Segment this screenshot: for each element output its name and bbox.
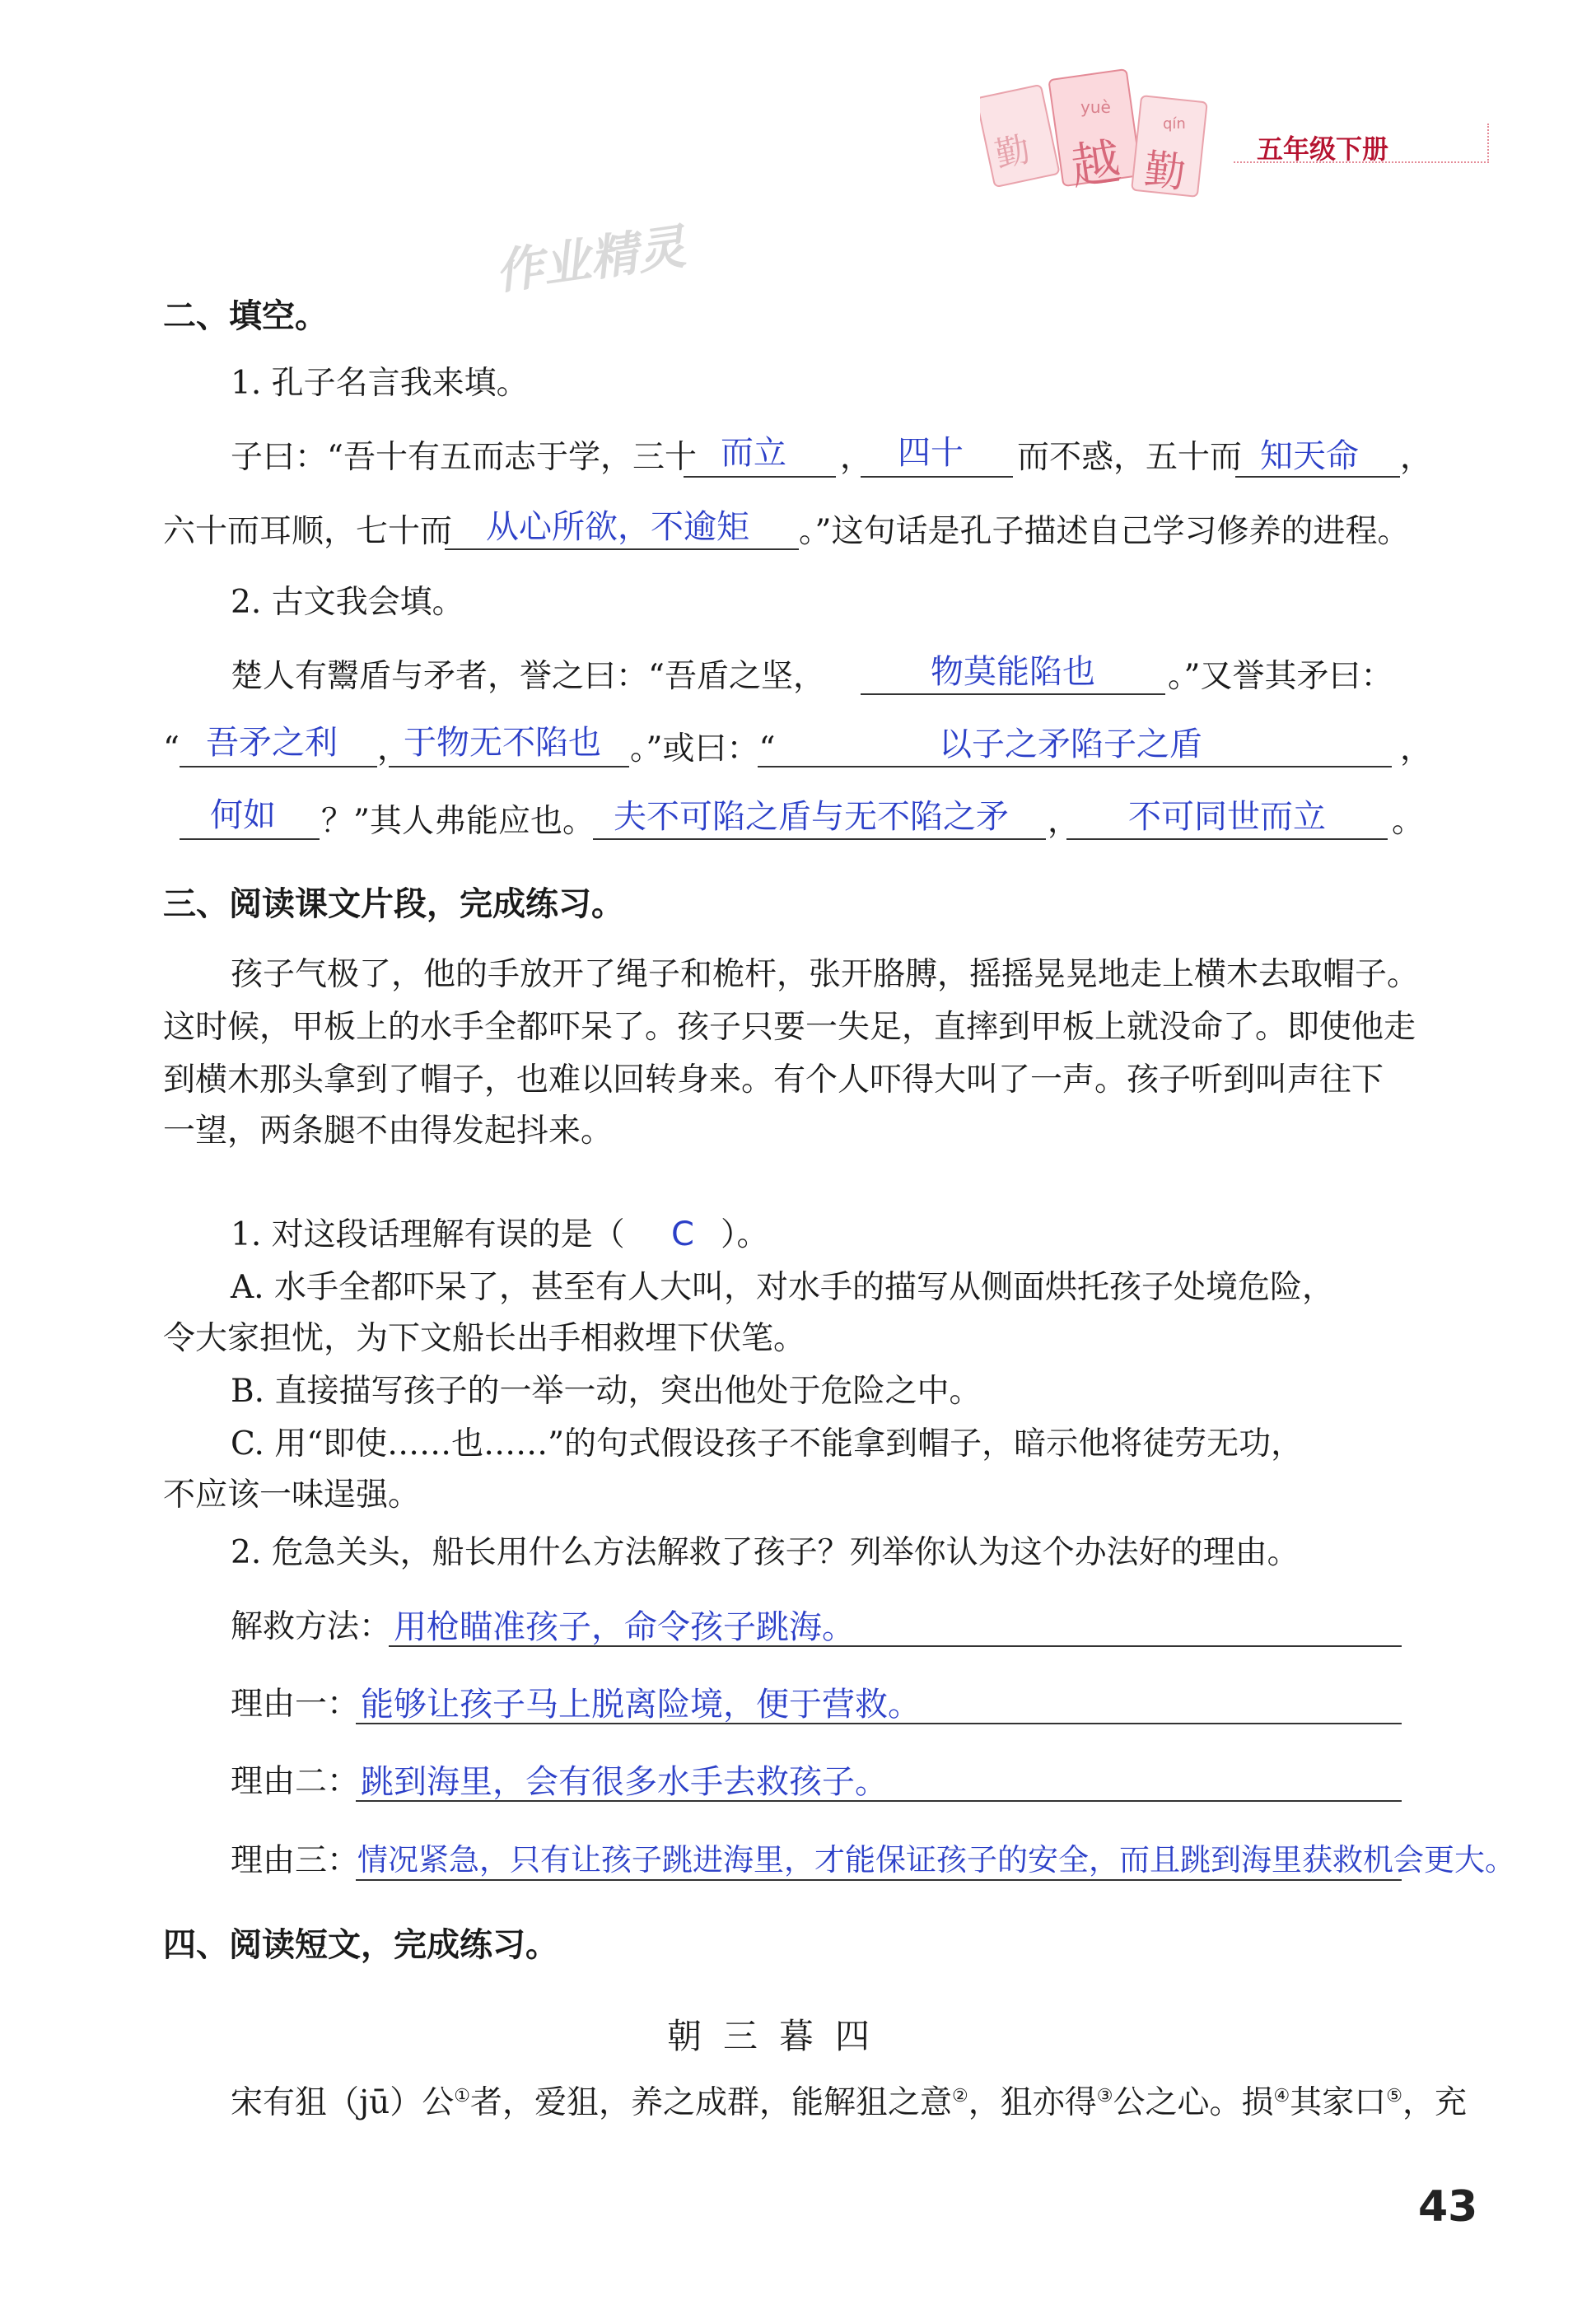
s2-q2-line2-d: ， — [1400, 730, 1433, 767]
answer-q2-7: 不可同世而立 — [1128, 798, 1326, 836]
passage-line-3: 到横木那头拿到了帽子，也难以回转身来。有个人吓得大叫了一声。孩子听到叫声往下 — [163, 1061, 1384, 1099]
answer-reason3: 情况紧急，只有让孩子跳进海里，才能保证孩子的安全，而且跳到海里获救机会更大。 — [357, 1842, 1515, 1878]
blank-q2-3[interactable] — [389, 766, 629, 767]
s3-q1-option-a-cont: 令大家担忧，为下文船长出手相救埋下伏笔。 — [163, 1320, 806, 1357]
answer-method: 用枪瞄准孩子，命令孩子跳海。 — [394, 1608, 855, 1646]
s2-q2-line2-a: “ — [163, 730, 180, 767]
story-text-b: 者，爱狙，养之成群，能解狙之意 — [469, 2084, 952, 2121]
passage-line-2: 这时候，甲板上的水手全都吓呆了。孩子只要一失足，直摔到甲板上就没命了。即使他走 — [163, 1009, 1416, 1046]
seal-pinyin-right: qín — [1163, 115, 1186, 133]
note-2: ② — [951, 2086, 968, 2106]
s3-q2-label-reason1: 理由一： — [231, 1686, 360, 1723]
section3-heading: 三、阅读课文片段，完成练习。 — [163, 885, 624, 923]
header-label-box — [1234, 124, 1489, 163]
s2-q2-line3-c: 。 — [1392, 803, 1425, 840]
grade-label: 五年级下册 — [1257, 133, 1389, 165]
seal-pinyin-mid: yuè — [1080, 97, 1111, 117]
s2-q1-line1-d: ， — [1400, 439, 1433, 476]
answer-reason1: 能够让孩子马上脱离险境，便于营救。 — [361, 1686, 921, 1724]
note-3: ③ — [1096, 2086, 1113, 2106]
s3-q2-stem: 2. 危急关头，船长用什么方法解救了孩子？列举你认为这个办法好的理由。 — [231, 1534, 1300, 1571]
answer-q1-1: 而立 — [721, 434, 786, 472]
s2-q1-title: 1. 孔子名言我来填。 — [231, 365, 529, 402]
s3-q2-label-reason3: 理由三： — [231, 1842, 360, 1879]
s2-q2-line1-b: 。”又誉其矛曰： — [1168, 658, 1393, 695]
s2-q2-line3-a: ？”其人弗能应也。 — [321, 803, 595, 840]
s2-q2-line2-c: 。”或曰：“ — [630, 730, 776, 767]
answer-q2-6: 夫不可陷之盾与无不陷之矛 — [614, 798, 1009, 836]
s2-q2-line3-b: ， — [1048, 803, 1080, 840]
page-number: 43 — [1418, 2182, 1478, 2232]
story-text-c: ，狙亦得 — [968, 2084, 1097, 2121]
s2-q1-line1-b: ， — [840, 439, 873, 476]
blank-q2-2[interactable] — [180, 766, 377, 767]
blank-q2-6[interactable] — [593, 838, 1046, 840]
answer-q2-4: 以子之矛陷子之盾 — [939, 725, 1202, 763]
s2-q1-line1-c: 而不惑，五十而 — [1017, 439, 1243, 476]
answer-q1-2: 四十 — [898, 434, 964, 472]
passage-line-1: 孩子气极了，他的手放开了绳子和桅杆，张开胳膊，摇摇晃晃地走上横木去取帽子。 — [231, 956, 1420, 993]
blank-q2-1[interactable] — [861, 693, 1165, 695]
blank-q1-4[interactable] — [445, 548, 799, 550]
header-seal — [980, 66, 1227, 222]
blank-q2-5[interactable] — [180, 838, 320, 840]
s3-q1-stem-post: ）。 — [721, 1216, 769, 1253]
blank-q1-1[interactable] — [684, 476, 836, 478]
s3-q1-option-a: A. 水手全都吓呆了，甚至有人大叫，对水手的描写从侧面烘托孩子处境危险， — [231, 1269, 1334, 1306]
s2-q1-line2-b: 。”这句话是孔子描述自己学习修养的进程。 — [799, 513, 1410, 550]
s3-q2-label-reason2: 理由二： — [231, 1763, 360, 1800]
story-text-f: ，充 — [1402, 2084, 1467, 2121]
story-text-a: 宋有狙（jū）公 — [231, 2084, 455, 2121]
s3-q1-option-c-cont: 不应该一味逞强。 — [163, 1477, 421, 1514]
story-text-e: 其家口 — [1290, 2084, 1387, 2121]
watermark: 作业精灵 — [492, 218, 689, 301]
answer-q2-5: 何如 — [210, 796, 276, 834]
answer-q1-3: 知天命 — [1260, 437, 1359, 475]
s2-q1-line1-a: 子曰：“吾十有五而志于学，三十 — [231, 439, 697, 476]
seal-char-right: 勤 — [1141, 145, 1188, 198]
answer-q2-1: 物莫能陷也 — [931, 653, 1095, 691]
answer-q2-2: 吾矛之利 — [206, 724, 338, 762]
note-5: ⑤ — [1386, 2086, 1402, 2106]
s3-q2-label-method: 解救方法： — [231, 1608, 392, 1645]
answer-reason2: 跳到海里，会有很多水手去救孩子。 — [361, 1763, 888, 1801]
s2-q2-line2-b: ， — [377, 730, 410, 767]
seal-char-left: 勤 — [991, 128, 1034, 175]
section2-heading: 二、填空。 — [163, 297, 328, 335]
s2-q2-title: 2. 古文我会填。 — [231, 584, 464, 621]
answer-q1-4: 从心所欲，不逾矩 — [486, 508, 749, 546]
note-4: ④ — [1273, 2086, 1290, 2106]
story-title: 朝三暮四 — [667, 2016, 892, 2056]
story-line-1 — [231, 2084, 1467, 2121]
s3-q1-answer: C — [671, 1215, 694, 1253]
story-text-d: 公之心。损 — [1113, 2084, 1274, 2121]
s2-q2-line1-a: 楚人有鬻盾与矛者，誉之曰：“吾盾之坚， — [231, 658, 825, 695]
s3-q1-option-c: C. 用“即使……也……”的句式假设孩子不能拿到帽子，暗示他将徒劳无功， — [231, 1425, 1304, 1463]
s2-q1-line2-a: 六十而耳顺，七十而 — [163, 513, 453, 550]
blank-q2-4[interactable] — [758, 766, 1392, 767]
blank-q1-2[interactable] — [861, 476, 1013, 478]
passage-line-4: 一望，两条腿不由得发起抖来。 — [163, 1113, 614, 1150]
s3-q1-stem-pre: 1. 对这段话理解有误的是（ — [231, 1216, 625, 1253]
blank-q2-7[interactable] — [1066, 838, 1388, 840]
note-1: ① — [454, 2086, 470, 2106]
answer-q2-3: 于物无不陷也 — [404, 724, 601, 762]
section4-heading: 四、阅读短文，完成练习。 — [163, 1926, 558, 1964]
blank-reason3[interactable] — [356, 1879, 1402, 1881]
s3-q1-option-b: B. 直接描写孩子的一举一动，突出他处于危险之中。 — [231, 1373, 982, 1410]
seal-char-mid: 越 — [1067, 133, 1125, 197]
